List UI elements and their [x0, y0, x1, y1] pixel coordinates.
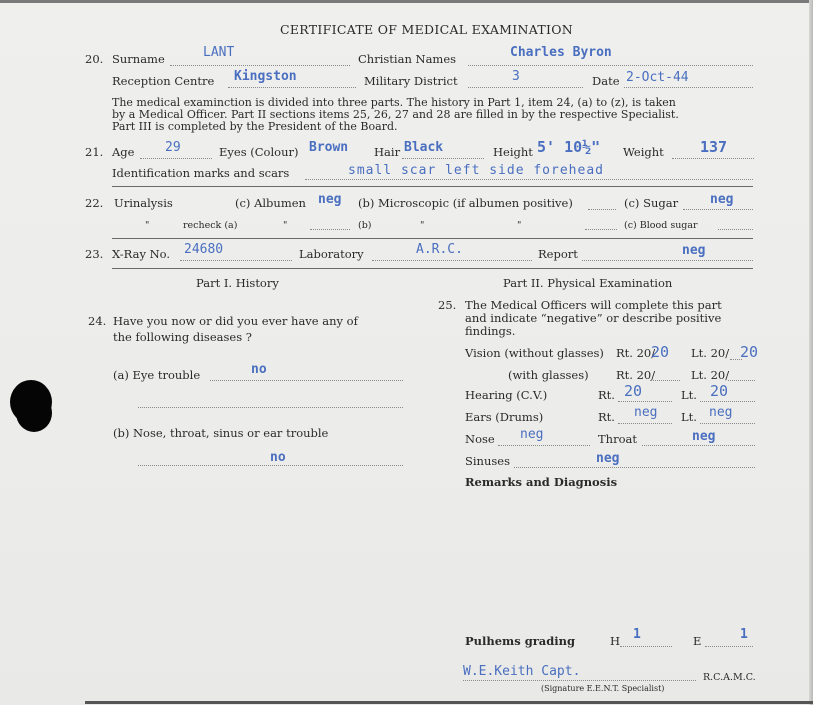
vision-label: Vision (without glasses) [465, 346, 604, 360]
bottom-rule [85, 701, 813, 704]
military-district-label: Military District [364, 74, 458, 88]
ears-rt-label: Rt. [598, 410, 615, 424]
nose-trouble-line [138, 465, 403, 466]
laboratory-label: Laboratory [299, 247, 364, 261]
with-glasses-lt-prefix: Lt. 20/ [691, 368, 730, 382]
hearing-lt-label: Lt. [681, 388, 697, 402]
eyes-label: Eyes (Colour) [219, 145, 299, 159]
albumen-label: (c) Albumen [235, 196, 306, 210]
with-glasses-rt-line [650, 380, 680, 381]
microscopic-label: (b) Microscopic (if albumen positive) [358, 196, 573, 210]
top-border [0, 0, 813, 3]
nose-trouble-label: (b) Nose, throat, sinus or ear trouble [113, 426, 329, 440]
remarks-label: Remarks and Diagnosis [465, 475, 618, 489]
hair-value: Black [404, 140, 444, 155]
ears-lt-value: neg [709, 405, 733, 420]
sinuses-value: neg [596, 451, 620, 466]
pulhems-h-label: H [610, 634, 621, 648]
eye-trouble-line [210, 380, 403, 381]
christian-names-label: Christian Names [358, 52, 457, 66]
ears-label: Ears (Drums) [465, 410, 544, 424]
recheck-b-line [585, 229, 617, 230]
intro-line: Part III is completed by the President of the Board. [112, 120, 398, 133]
ears-lt-label: Lt. [681, 410, 697, 424]
pulhems-e-label: E [693, 634, 702, 648]
recheck-label: recheck (a) [183, 220, 238, 231]
nose-value: neg [520, 427, 544, 442]
albumen-value: neg [318, 192, 342, 207]
section-number: 21. [85, 145, 104, 159]
urinalysis-label: Urinalysis [114, 196, 173, 210]
hearing-rt-label: Rt. [598, 388, 615, 402]
height-label: Height [493, 145, 533, 159]
xray-label: X-Ray No. [112, 247, 171, 261]
divider [112, 186, 753, 187]
with-glasses-rt-prefix: Rt. 20/ [616, 368, 656, 382]
hair-label: Hair [374, 145, 401, 159]
hearing-rt-value: 20 [624, 382, 643, 400]
question-line: the following diseases ? [113, 330, 252, 344]
reception-centre-label: Reception Centre [112, 74, 215, 88]
date-line [624, 87, 753, 88]
christian-names-line [468, 65, 753, 66]
age-line [140, 158, 212, 159]
vision-lt-prefix: Lt. 20/ [691, 346, 730, 360]
intro-line: The medical examinction is divided into three parts. The history in Part 1, item 24, (a) to (z), is taken [112, 96, 676, 109]
report-line [582, 260, 753, 261]
sinuses-label: Sinuses [465, 454, 510, 468]
weight-label: Weight [623, 145, 664, 159]
punch-hole-icon [16, 394, 52, 432]
ears-rt-line [618, 423, 672, 424]
instruction-line: The Medical Officers will complete this part [465, 298, 722, 312]
ditto-mark: " [283, 220, 288, 231]
xray-value: 24680 [184, 242, 224, 257]
eye-trouble-answer: no [251, 362, 267, 377]
divider [112, 268, 753, 269]
pulhems-e-value: 1 [740, 627, 748, 642]
vision-lt-value: 20 [740, 343, 759, 361]
military-district-line [468, 87, 583, 88]
pulhems-label: Pulhems grading [465, 634, 576, 648]
laboratory-value: A.R.C. [416, 242, 463, 257]
nose-trouble-answer: no [270, 450, 286, 465]
hair-line [402, 158, 484, 159]
instruction-line: findings. [465, 324, 516, 338]
laboratory-line [372, 260, 532, 261]
eye-trouble-label: (a) Eye trouble [113, 368, 201, 382]
blood-sugar-label: (c) Blood sugar [624, 220, 698, 231]
marks-line [305, 179, 753, 180]
nose-line [498, 445, 590, 446]
weight-value: 137 [700, 138, 728, 156]
section-number: 20. [85, 52, 104, 66]
part2-number: 25. [438, 298, 457, 312]
surname-label: Surname [112, 52, 165, 66]
section-number: 22. [85, 196, 104, 210]
corps-label: R.C.A.M.C. [703, 672, 756, 683]
ditto-mark: " [145, 220, 150, 231]
ditto-mark: " [420, 220, 425, 231]
question-number: 24. [88, 314, 107, 328]
document-title: CERTIFICATE OF MEDICAL EXAMINATION [280, 22, 574, 37]
weight-line [672, 158, 754, 159]
hearing-rt-line [618, 401, 672, 402]
microscopic-line [588, 209, 616, 210]
pulhems-h-value: 1 [633, 627, 641, 642]
sinuses-line [514, 467, 755, 468]
pulhems-h-line [620, 646, 672, 647]
part2-heading: Part II. Physical Examination [503, 276, 673, 290]
report-value: neg [682, 243, 706, 258]
sugar-line [683, 209, 753, 210]
ears-lt-line [700, 423, 755, 424]
with-glasses-lt-line [728, 380, 755, 381]
surname-line [170, 65, 350, 66]
marks-value: small scar left side forehead [348, 163, 604, 178]
hearing-label: Hearing (C.V.) [465, 388, 548, 402]
throat-value: neg [692, 429, 716, 444]
eye-trouble-line-2 [138, 407, 403, 408]
instruction-line: and indicate “negative” or describe positive [465, 311, 722, 325]
surname-value: LANT [203, 45, 235, 60]
sugar-value: neg [710, 192, 734, 207]
part1-heading: Part I. History [196, 276, 279, 290]
eyes-value: Brown [309, 140, 349, 155]
christian-names-value: Charles Byron [510, 45, 612, 60]
section-number: 23. [85, 247, 104, 261]
signature-value: W.E.Keith Capt. [463, 664, 581, 679]
ditto-mark: " [517, 220, 522, 231]
recheck-b-label: (b) [358, 220, 372, 231]
height-value: 5' 10½" [537, 138, 601, 156]
date-value: 2-Oct-44 [626, 70, 689, 85]
throat-label: Throat [598, 432, 637, 446]
age-value: 29 [165, 140, 181, 155]
vision-rt-value: 20 [651, 343, 670, 361]
throat-line [642, 445, 755, 446]
signature-caption: (Signature E.E.N.T. Specialist) [541, 684, 665, 693]
military-district-value: 3 [512, 69, 520, 84]
nose-label: Nose [465, 432, 495, 446]
recheck-a-line [310, 229, 350, 230]
blood-sugar-line [718, 229, 753, 230]
hearing-lt-line [700, 401, 755, 402]
intro-line: by a Medical Officer. Part II sections items 25, 26, 27 and 28 are filled in by the respective Specialist. [112, 108, 679, 121]
age-label: Age [112, 145, 135, 159]
pulhems-e-line [705, 646, 753, 647]
reception-centre-line [228, 87, 356, 88]
date-label: Date [592, 74, 620, 88]
hearing-lt-value: 20 [710, 382, 729, 400]
question-line: Have you now or did you ever have any of [113, 314, 358, 328]
xray-line [180, 260, 292, 261]
vision-rt-prefix: Rt. 20/ [616, 346, 656, 360]
reception-centre-value: Kingston [234, 69, 297, 84]
right-edge [809, 0, 813, 705]
signature-line [463, 680, 696, 681]
with-glasses-label: (with glasses) [508, 368, 589, 382]
report-label: Report [538, 247, 578, 261]
sugar-label: (c) Sugar [624, 196, 679, 210]
ears-rt-value: neg [634, 405, 658, 420]
divider [112, 238, 753, 239]
marks-label: Identification marks and scars [112, 166, 290, 180]
